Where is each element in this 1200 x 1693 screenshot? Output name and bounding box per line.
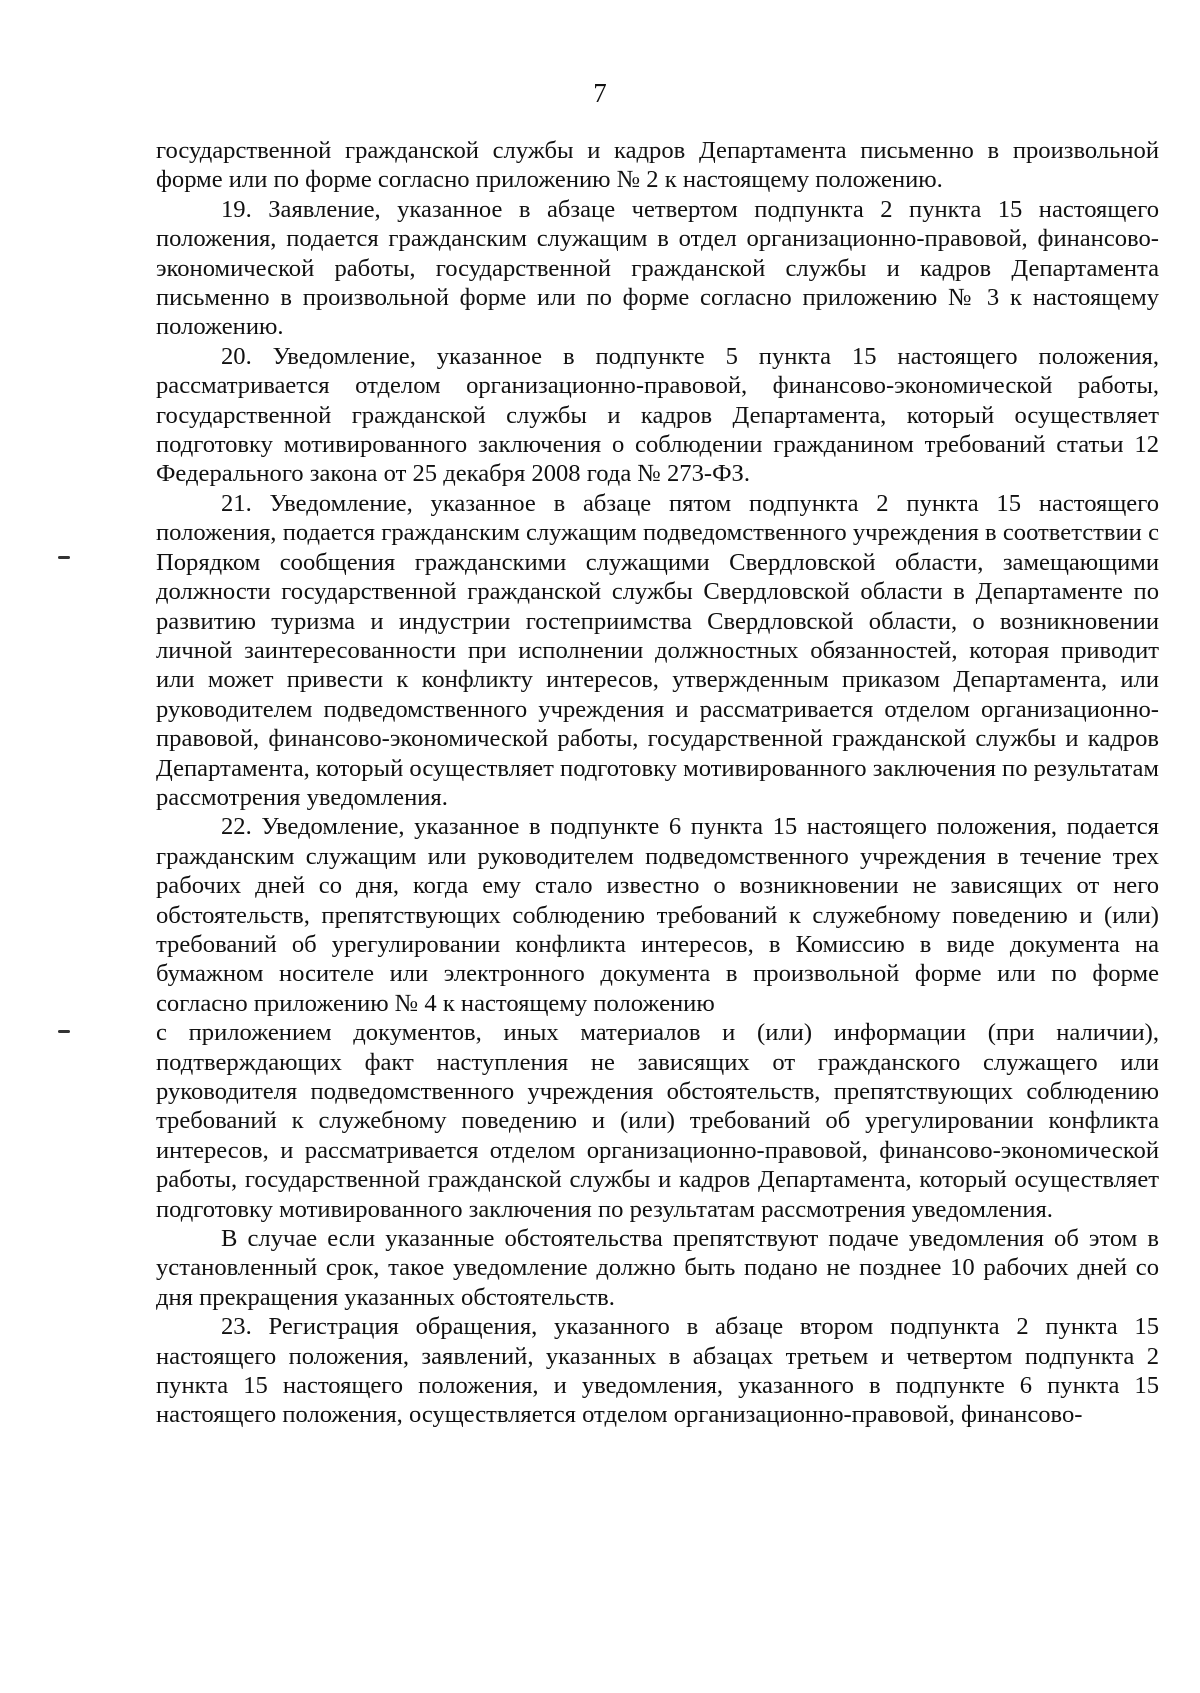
- margin-dash-mark: [58, 1030, 70, 1033]
- page-number: 7: [593, 78, 607, 108]
- paragraph-item-22-attachments: с приложением документов, иных материалов и (или) информации (при наличии), подтверждающих факт наступления не зависящих от гражданского служащего или руководителя подведомственного учреждения обстоятельств, препятствующих соблюдению требований к служебному поведению и (или) требований об урегулировании конфликта интересов, и рассматривается отделом организационно-правовой, финансово-экономической работы, государственной гражданской службы и кадров Департамента, который осуществляет подготовку мотивированного заключения по результатам рассмотрения уведомления.: [156, 1019, 1159, 1223]
- document-body: [156, 136, 1159, 1430]
- paragraph-item-23: 23. Регистрация обращения, указанного в абзаце втором подпункта 2 пункта 15 настоящего положения, заявлений, указанных в абзацах третьем и четвертом подпункта 2 пункта 15 настоящего положения, и уведомления, указанного в подпункте 6 пункта 15 настоящего положения, осуществляется отделом организационно-правовой, финансово-: [156, 1313, 1159, 1429]
- paragraph-item-22: 22. Уведомление, указанное в подпункте 6 пункта 15 настоящего положения, подается гражданским служащим или руководителем подведомственного учреждения в течение трех рабочих дней со дня, когда ему стало известно о возникновении не зависящих от него обстоятельств, препятствующих соблюдению требований к служебному поведению и (или) требований об урегулировании конфликта интересов, в Комиссию в виде документа на бумажном носителе или электронного документа в произвольной форме или по форме согласно приложению № 4 к настоящему положению: [156, 813, 1159, 1017]
- paragraph-continuation: государственной гражданской службы и кадров Департамента письменно в произвольной форме или по форме согласно приложению № 2 к настоящему положению.: [156, 137, 1159, 194]
- paragraph-item-20: 20. Уведомление, указанное в подпункте 5 пункта 15 настоящего положения, рассматривается отделом организационно-правовой, финансово-экономической работы, государственной гражданской службы и кадров Департамента, который осуществляет подготовку мотивированного заключения о соблюдении гражданином требований статьи 12 Федерального закона от 25 декабря 2008 года № 273-ФЗ.: [156, 342, 1159, 488]
- margin-dash-mark: [58, 556, 70, 559]
- paragraph-item-21: 21. Уведомление, указанное в абзаце пятом подпункта 2 пункта 15 настоящего положения, подается гражданским служащим подведомственного учреждения в соответствии с Порядком сообщения гражданскими служащими Свердловской области, замещающими должности государственной гражданской службы Свердловской области в Департаменте по развитию туризма и индустрии гостеприимства Свердловской области, о возникновении личной заинтересованности при исполнении должностных обязанностей, которая приводит или может привести к конфликту интересов, утвержденным приказом Департамента, или руководителем подведомственного учреждения и рассматривается отделом организационно-правовой, финансово-экономической работы, государственной гражданской службы и кадров Департамента, который осуществляет подготовку мотивированного заключения по результатам рассмотрения уведомления.: [156, 489, 1159, 811]
- paragraph-item-19: 19. Заявление, указанное в абзаце четвертом подпункта 2 пункта 15 настоящего положения, подается гражданским служащим в отдел организационно-правовой, финансово-экономической работы, государственной гражданской службы и кадров Департамента письменно в произвольной форме или по форме согласно приложению № 3 к настоящему положению.: [156, 195, 1159, 341]
- paragraph-item-22-deadline: В случае если указанные обстоятельства препятствуют подаче уведомления об этом в установленный срок, такое уведомление должно быть подано не позднее 10 рабочих дней со дня прекращения указанных обстоятельств.: [156, 1225, 1159, 1311]
